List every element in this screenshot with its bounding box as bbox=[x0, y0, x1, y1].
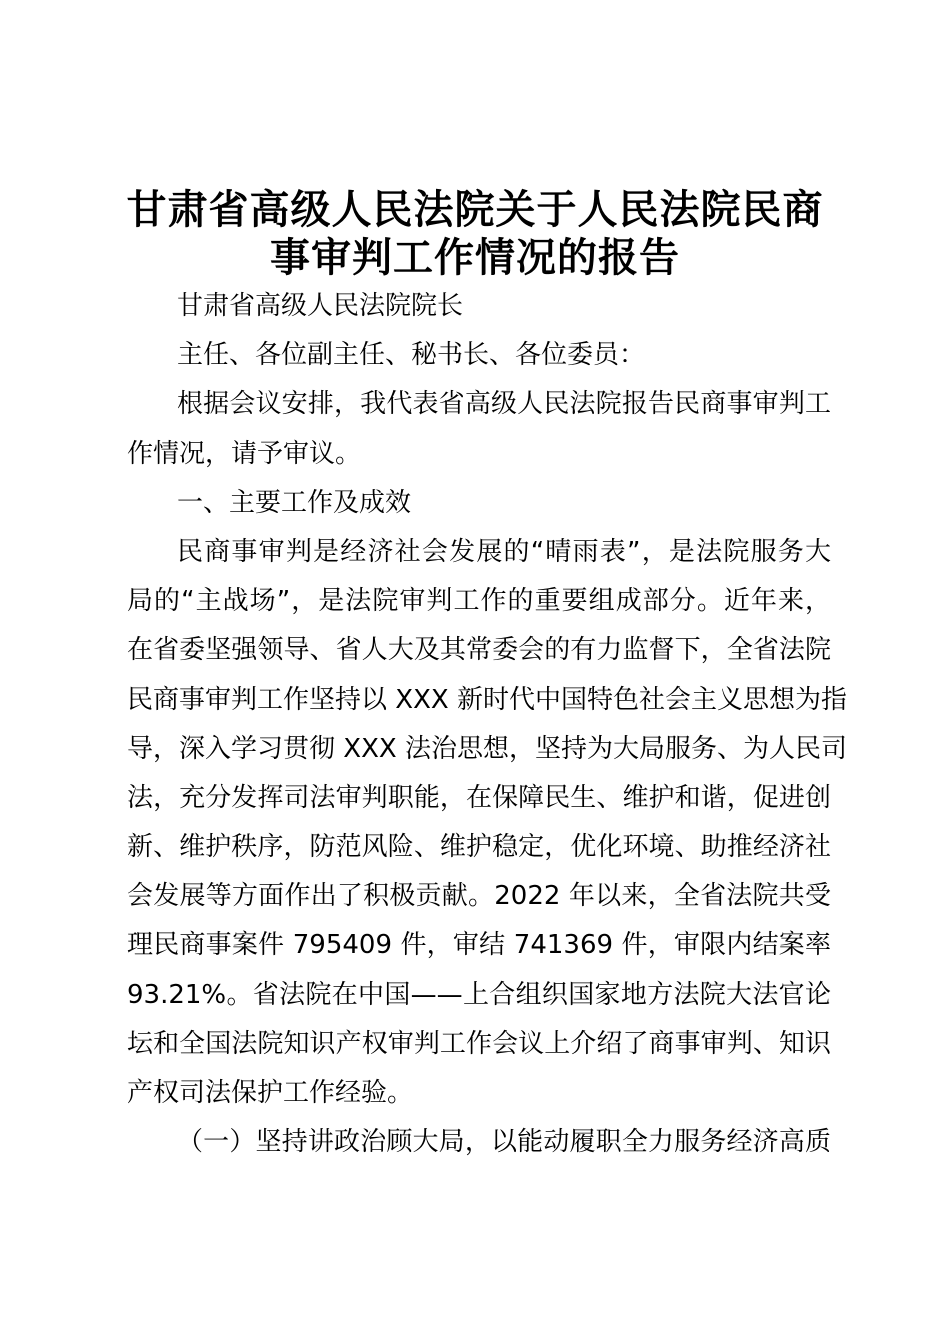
text-line: 93.21%。省法院在中国——上合组织国家地方法院大法官论 bbox=[127, 979, 831, 1010]
text-line: 法，充分发挥司法审判职能，在保障民生、维护和谐，促进创 bbox=[127, 782, 831, 813]
paragraph bbox=[127, 331, 831, 380]
text-line: 坛和全国法院知识产权审判工作会议上介绍了商事审判、知识 bbox=[127, 1028, 831, 1059]
text-line: 导，深入学习贯彻 XXX 法治思想，坚持为大局服务、为人民司 bbox=[127, 733, 847, 764]
text-line: 根据会议安排，我代表省高级人民法院报告民商事审判工 bbox=[177, 389, 831, 420]
text-line: 在省委坚强领导、省人大及其常委会的有力监督下，全省法院 bbox=[127, 635, 831, 666]
paragraph bbox=[127, 380, 831, 478]
text-line: 会发展等方面作出了积极贡献。2022 年以来，全省法院共受 bbox=[127, 881, 831, 912]
paragraph bbox=[127, 282, 831, 331]
text-line: 理民商事案件 795409 件，审结 741369 件，审限内结案率 bbox=[127, 930, 831, 961]
text-line: 产权司法保护工作经验。 bbox=[127, 1078, 414, 1108]
document-title-line-2: 事审判工作情况的报告 bbox=[270, 235, 680, 281]
document-body bbox=[127, 282, 847, 1167]
text-line: 一、主要工作及成效 bbox=[177, 487, 412, 518]
paragraph bbox=[127, 1118, 831, 1167]
text-line: 主任、各位副主任、秘书长、各位委员： bbox=[177, 340, 646, 371]
paragraph bbox=[127, 479, 831, 528]
text-line: 民商事审判是经济社会发展的“晴雨表”，是法院服务大 bbox=[177, 536, 831, 567]
text-line: 作情况，请予审议。 bbox=[127, 438, 362, 469]
paragraph bbox=[127, 528, 847, 1118]
text-line: 甘肃省高级人民法院院长 bbox=[177, 291, 464, 321]
text-line: 民商事审判工作坚持以 XXX 新时代中国特色社会主义思想为指 bbox=[127, 684, 847, 715]
text-line: （一）坚持讲政治顾大局，以能动履职全力服务经济高质 bbox=[177, 1127, 831, 1158]
document-title-line-1: 甘肃省高级人民法院关于人民法院民商 bbox=[126, 187, 824, 233]
text-line: 局的“主战场”，是法院审判工作的重要组成部分。近年来， bbox=[127, 586, 831, 617]
text-line: 新、维护秩序，防范风险、维护稳定，优化环境、助推经济社 bbox=[127, 832, 831, 863]
